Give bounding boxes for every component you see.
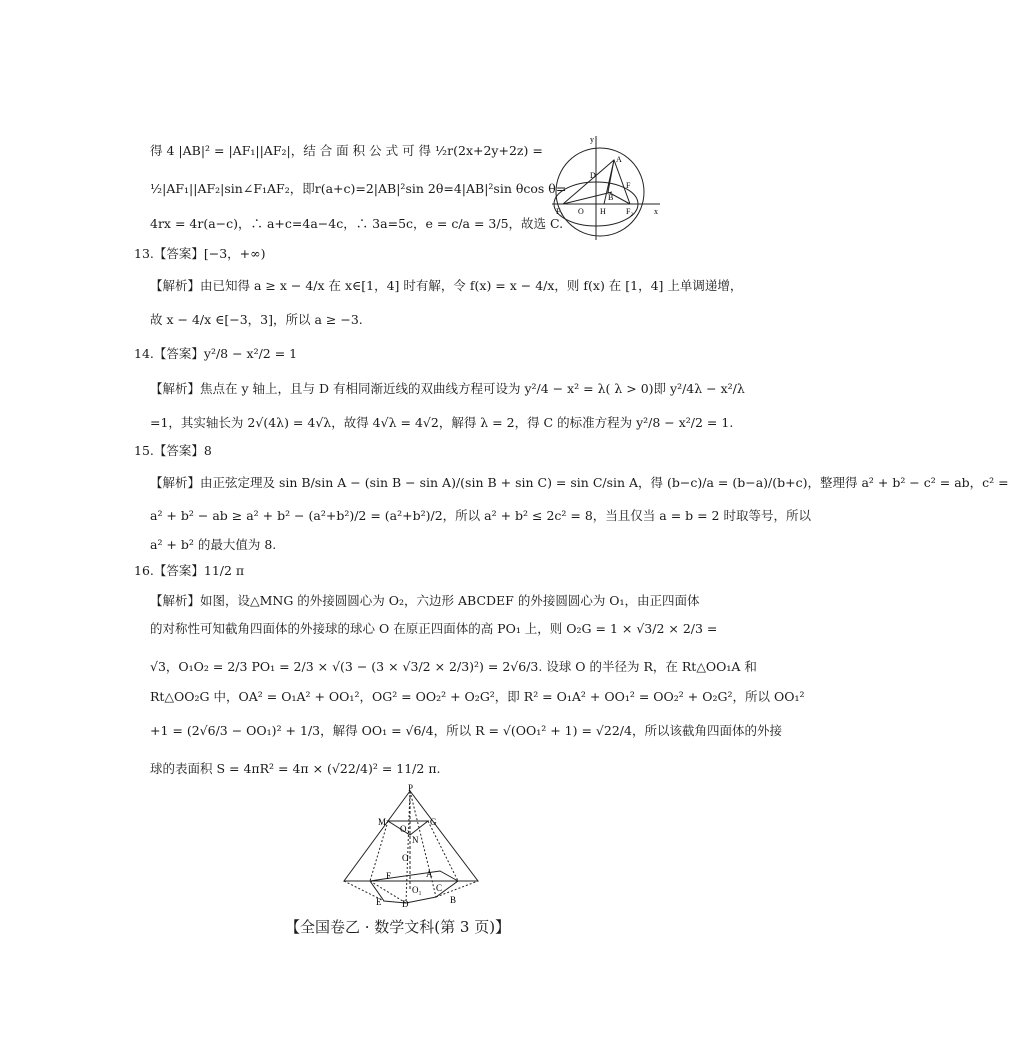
label-F2: F₂ <box>626 207 634 216</box>
answer-heading-16: 16.【答案】11/2 π <box>134 563 245 578</box>
text-line: 的对称性可知截角四面体的外接球的球心 O 在原正四面体的高 PO₁ 上，则 O₂G = 1 × √3/2 × 2/3 = <box>150 621 718 636</box>
text-line: 故 x − 4/x ∈[−3，3]，所以 a ≥ −3. <box>150 312 363 327</box>
text-line: a² + b² − ab ≥ a² + b² − (a²+b²)/2 = (a²+b²)/2，所以 a² + b² ≤ 2c² = 8，当且仅当 a = b = 2 时取等号，所以 <box>150 508 811 523</box>
text-line: 4rx = 4r(a−c)，∴ a+c=4a−4c，∴ 3a=5c，e = c/a = 3/5，故选 C. <box>150 216 564 231</box>
text-line: Rt△OO₂G 中，OA² = O₁A² + OO₁²，OG² = OO₂² + O₂G²，即 R² = O₁A² + OO₁² = OO₂² + O₂G²，所以 OO₁² <box>150 689 805 704</box>
label-O: O <box>578 207 584 216</box>
inner-edges <box>344 791 478 903</box>
label-M: M <box>378 817 387 827</box>
text-line: 【解析】由已知得 a ≥ x − 4/x 在 x∈[1，4] 时有解，令 f(x) = x − 4/x，则 f(x) 在 [1，4] 上单调递增， <box>150 278 743 293</box>
label-C: C <box>436 883 443 893</box>
answer-heading-14: 14.【答案】y²/8 − x²/2 = 1 <box>134 346 298 361</box>
text-line: 得 4 |AB|² = |AF₁||AF₂|，结 合 面 积 公 式 可 得 ½r(2x+2y+2z) = <box>150 143 543 158</box>
label-P: P <box>408 783 414 793</box>
text-line: 【解析】焦点在 y 轴上，且与 D 有相同渐近线的双曲线方程可设为 y²/4 − x² = λ( λ > 0)即 y²/4λ − x²/λ <box>150 381 745 396</box>
label-y: y <box>590 135 594 144</box>
label-D: D <box>402 899 409 909</box>
text-line: √3，O₁O₂ = 2/3 PO₁ = 2/3 × √(3 − (3 × √3/2 × 2/3)²) = 2√6/3. 设球 O 的半径为 R，在 Rt△OO₁A 和 <box>150 659 757 674</box>
solid-figure <box>340 785 485 907</box>
label-A: A <box>616 155 622 164</box>
label-B: B <box>450 895 457 905</box>
outer-edges <box>344 791 478 881</box>
label-F1: F₁ <box>556 207 564 216</box>
label-B: B <box>608 193 614 202</box>
label-F: F <box>386 871 392 881</box>
label-O: O <box>402 853 409 863</box>
label-O1: O₁ <box>412 885 422 895</box>
text-line: 【解析】由正弦定理及 sin B/sin A − (sin B − sin A)/(sin B + sin C) = sin C/sin A，得 (b−c)/a = (b−a)/(b+c)，整理得 a² + b² − c² = ab，c² = <box>150 475 1009 490</box>
label-G: G <box>430 817 437 827</box>
answer-heading-15: 15.【答案】8 <box>134 443 212 458</box>
label-N: N <box>412 835 419 845</box>
label-E: E <box>376 897 382 907</box>
text-line: ½|AF₁||AF₂|sin∠F₁AF₂，即r(a+c)=2|AB|²sin 2θ=4|AB|²sin θcos θ= <box>150 181 567 196</box>
text-line: 球的表面积 S = 4πR² = 4π × (√22/4)² = 11/2 π. <box>150 761 441 776</box>
label-D: D <box>590 171 596 180</box>
text-line: +1 = (2√6/3 − OO₁)² + 1/3，解得 OO₁ = √6/4，所以 R = √(OO₁² + 1) = √22/4，所以该截角四面体的外接 <box>150 723 782 738</box>
text-line: =1，其实轴长为 2√(4λ) = 4√λ，故得 4√λ = 4√2，解得 λ = 2，得 C 的标准方程为 y²/8 − x²/2 = 1. <box>150 415 734 430</box>
text-line: 【解析】如图，设△MNG 的外接圆圆心为 O₂，六边形 ABCDEF 的外接圆圆心为 O₁，由正四面体 <box>150 593 700 608</box>
label-H: H <box>600 207 606 216</box>
label-F: F <box>626 181 631 190</box>
label-A: A <box>426 869 433 879</box>
label-x: x <box>654 207 658 216</box>
label-O2: O₂ <box>400 824 410 834</box>
ellipse-figure <box>550 132 665 244</box>
answer-heading-13: 13.【答案】[−3，+∞) <box>134 246 266 261</box>
text-line: a² + b² 的最大值为 8. <box>150 537 277 552</box>
page-footer: 【全国卷乙 · 数学文科(第 3 页)】 <box>285 918 511 936</box>
